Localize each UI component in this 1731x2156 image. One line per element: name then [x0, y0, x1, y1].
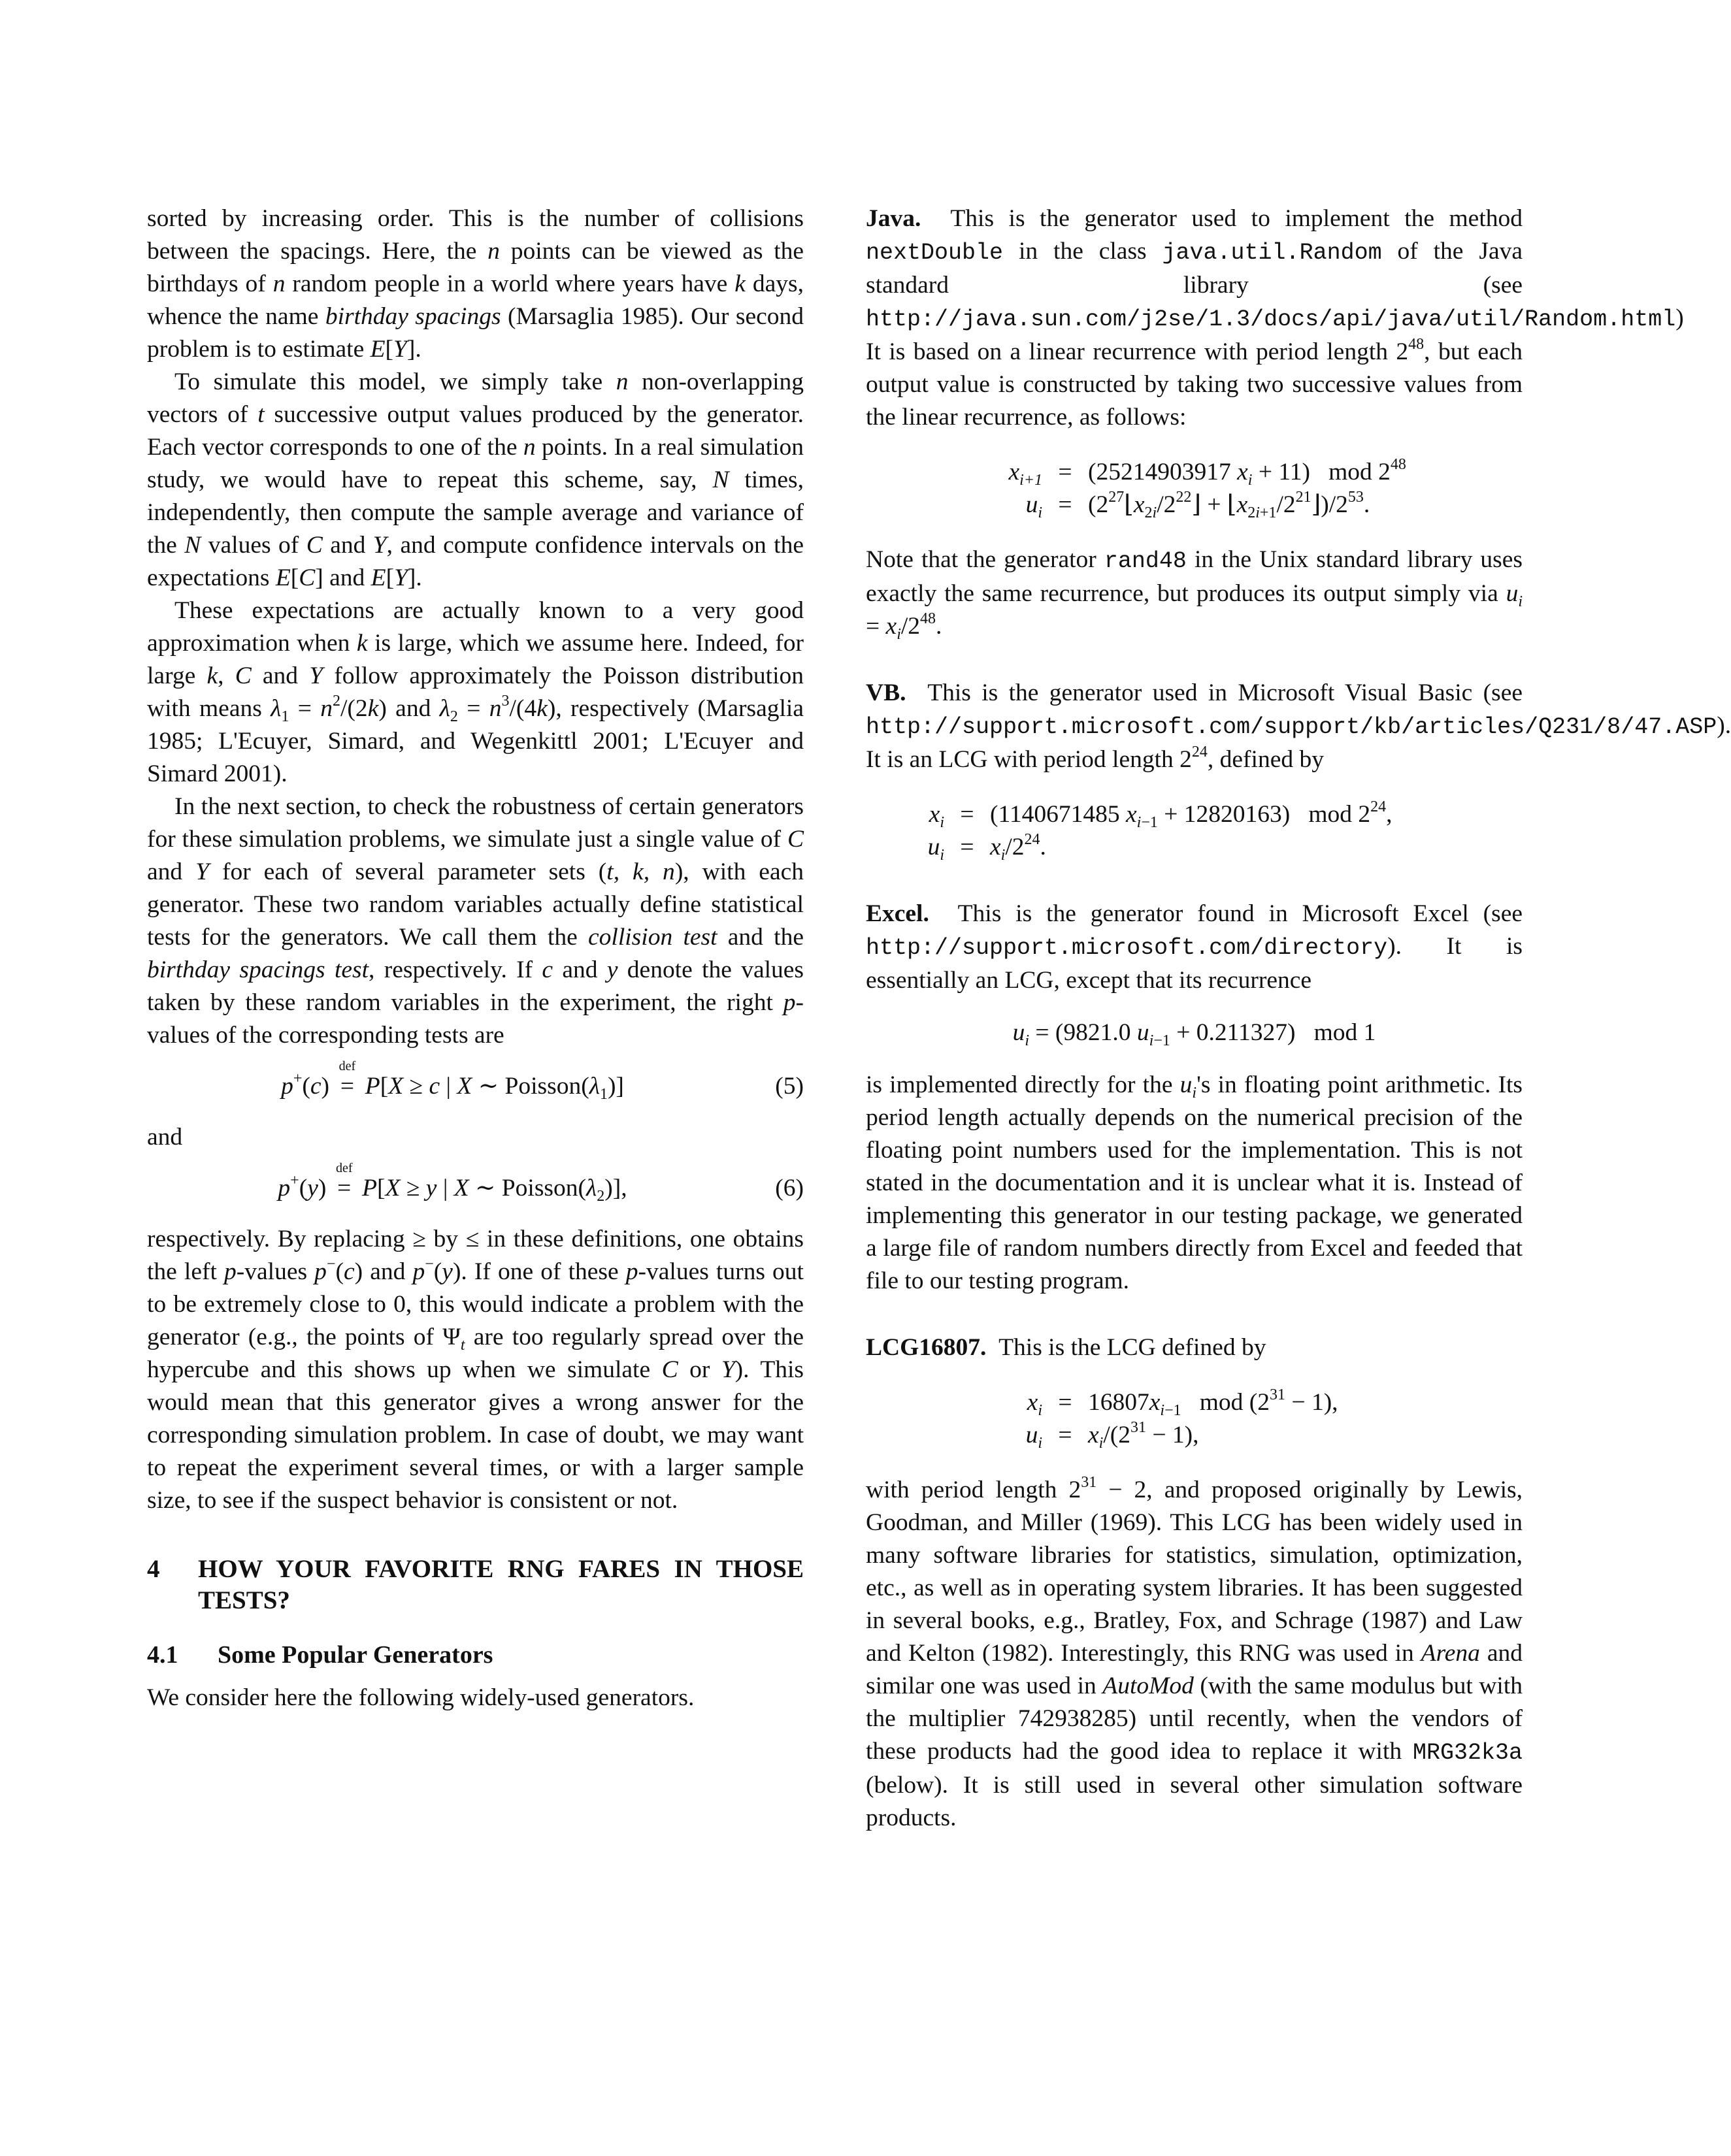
lcg-name: LCG16807.: [866, 1334, 987, 1361]
vb-equations: $x_i$ = (1140671485 $x_{i-1} + 12820163$) mod $2^{24}$, $u_i$ = $x_i/2^{24}$.: [927, 798, 1393, 864]
vb-paragraph: VB. This is the generator used in Microsoft Visual Basic (see http://support.microsoft.com/support/kb/articles/Q231/8/47.ASP). It is an LCG with period length $2^{24}$, defined by: [866, 679, 1731, 773]
excel-paragraph: Excel. This is the generator found in Microsoft Excel (see http://support.microsoft.com/directory). It is essentially an LCG, except that its recurrence: [866, 900, 1523, 994]
left-column: [147, 203, 804, 1714]
and-word: and: [147, 1124, 183, 1151]
equation-5-label: (5): [775, 1073, 804, 1100]
vb-name: VB.: [866, 679, 906, 706]
excel-after: is implemented directly for the $u_i's$ in floating point arithmetic. Its period length actually depends on the numerical precision of the floating point numbers used for the implementation. This is not stated in the documentation and it is unclear what it is. Instead of implementing this generator in our testing package, we generated a large file of random numbers directly from Excel and feeded that file to our testing program.: [866, 1071, 1523, 1294]
equation-6: p+(y) def = P[X ≥ y | X ∼ $Poisson(\lambda_2)$], (6): [278, 1161, 804, 1205]
left-paragraph-2: To simulate this model, we simply take n non-overlapping vectors of t successive output values produced by the generator. Each vector corresponds to one of the n points. In a real simulation study, we would have to repeat this scheme, say, N times, independently, then compute the sample average and variance of the N values of C and Y, and compute confidence intervals on the expectations E[C] and E[Y].: [147, 368, 804, 591]
section-heading: [147, 1554, 804, 1616]
equation-6-label: (6): [775, 1175, 804, 1201]
left-paragraph-6: We consider here the following widely-used generators.: [147, 1684, 695, 1711]
vb-generator: [866, 677, 1731, 864]
subsection-title: Some Popular Generators: [218, 1641, 493, 1669]
lcg-equations: $x_i$ = $16807x_{i-1}$ mod $(2^{31} - 1)$, $u_i$ = $x_i/(2^{31} - 1)$,: [1025, 1386, 1338, 1452]
left-paragraph-1: sorted by increasing order. This is the number of collisions between the spacings. Here, the n points can be viewed as the birthdays of n random people in a world where years have k days, whence the name birthday spacings (Marsaglia 1985). Our second problem is to estimate E[Y].: [147, 205, 804, 363]
subsection-heading: [147, 1639, 804, 1671]
right-column: [866, 203, 1731, 1835]
excel-equation: $u_i = (9821.0$ $u_{i-1} + 0.211327$) mod 1: [1012, 1019, 1376, 1049]
left-paragraph-3: These expectations are actually known to a very good approximation when k is large, which we assume here. Indeed, for large k, C and Y follow approximately the Poisson distribution with means $\lambda_1 = n^2/(2k)$ and $\lambda_2 = n^3/(4k)$, respectively (Marsaglia 1985; L'Ecuyer, Simard, and Wegenkittl 2001; L'Ecuyer and Simard 2001).: [147, 597, 804, 787]
java-equations: $x_{i+1}$ = (25214903917 $x_i + 11$) mod $2^{48}$ $u_i$ = ($2^{27}⌊x_{2i}/2^{22}⌋$ + $⌊x_{2i+1}/2^{21}⌋)/2^{53}$.: [1008, 456, 1406, 521]
lcg16807-generator: [866, 1331, 1523, 1835]
java-note: Note that the generator rand48 in the Unix standard library uses exactly the same recurrence, but produces its output simply via $u_i = x_i/2^{48}$.: [866, 546, 1523, 643]
subsection-number: 4.1: [147, 1641, 178, 1669]
lcg-text: This is the LCG defined by: [998, 1334, 1266, 1361]
java-paragraph: Java. This is the generator used to implement the method nextDouble in the class java.util.Random of the Java standard library (see http://java.sun.com/j2se/1.3/docs/api/java/util/Random.html) It is based on a linear recurrence with period length $2^{48}$, but each output value is constructed by taking two successive values from the linear recurrence, as follows:: [866, 205, 1684, 431]
left-paragraph-4: In the next section, to check the robustness of certain generators for these simulation problems, we simulate just a single value of C and Y for each of several parameter sets (t, k, n), with each generator. These two random variables actually define statistical tests for the generators. We call them the collision test and the birthday spacings test, respectively. If c and y denote the values taken by these random variables in the experiment, the right p-values of the corresponding tests are: [147, 793, 804, 1049]
left-paragraph-5: respectively. By replacing ≥ by ≤ in these definitions, one obtains the left p-values p−(c) and p−(y). If one of these p-values turns out to be extremely close to 0, this would indicate a problem with the generator (e.g., the points of $\Psi_t$ are too regularly spread over the hypercube and this shows up when we simulate C or Y). This would mean that this generator gives a wrong answer for the corresponding simulation problem. In case of doubt, we may want to repeat the experiment several times, or with a larger sample size, to see if the suspect behavior is consistent or not.: [147, 1226, 804, 1514]
java-name: Java.: [866, 205, 921, 232]
excel-generator: [866, 898, 1523, 1298]
lcg-after: with period length $2^{31} - 2$, and proposed originally by Lewis, Goodman, and Miller (1969). This LCG has been widely used in many software libraries for statistics, simulation, optimization, etc., as well as in operating system libraries. It has been suggested in several books, e.g., Bratley, Fox, and Schrage (1987) and Law and Kelton (1982). Interestingly, this RNG was used in Arena and similar one was used in AutoMod (with the same modulus but with the multiplier 742938285) until recently, when the vendors of these products had the good idea to replace it with MRG32k3a (below). It is still used in several other simulation software products.: [866, 1474, 1523, 1831]
java-generator: [866, 203, 1684, 643]
lcg-paragraph: [866, 1331, 1523, 1364]
section-title: HOW YOUR FAVORITE RNG FARES IN THOSE TESTS?: [198, 1555, 804, 1614]
section-number: 4: [147, 1555, 160, 1583]
excel-name: Excel.: [866, 900, 929, 927]
equation-5: p+(c) def = P[X ≥ c | X ∼ $Poisson(\lambda_1)$] (5): [281, 1059, 804, 1103]
